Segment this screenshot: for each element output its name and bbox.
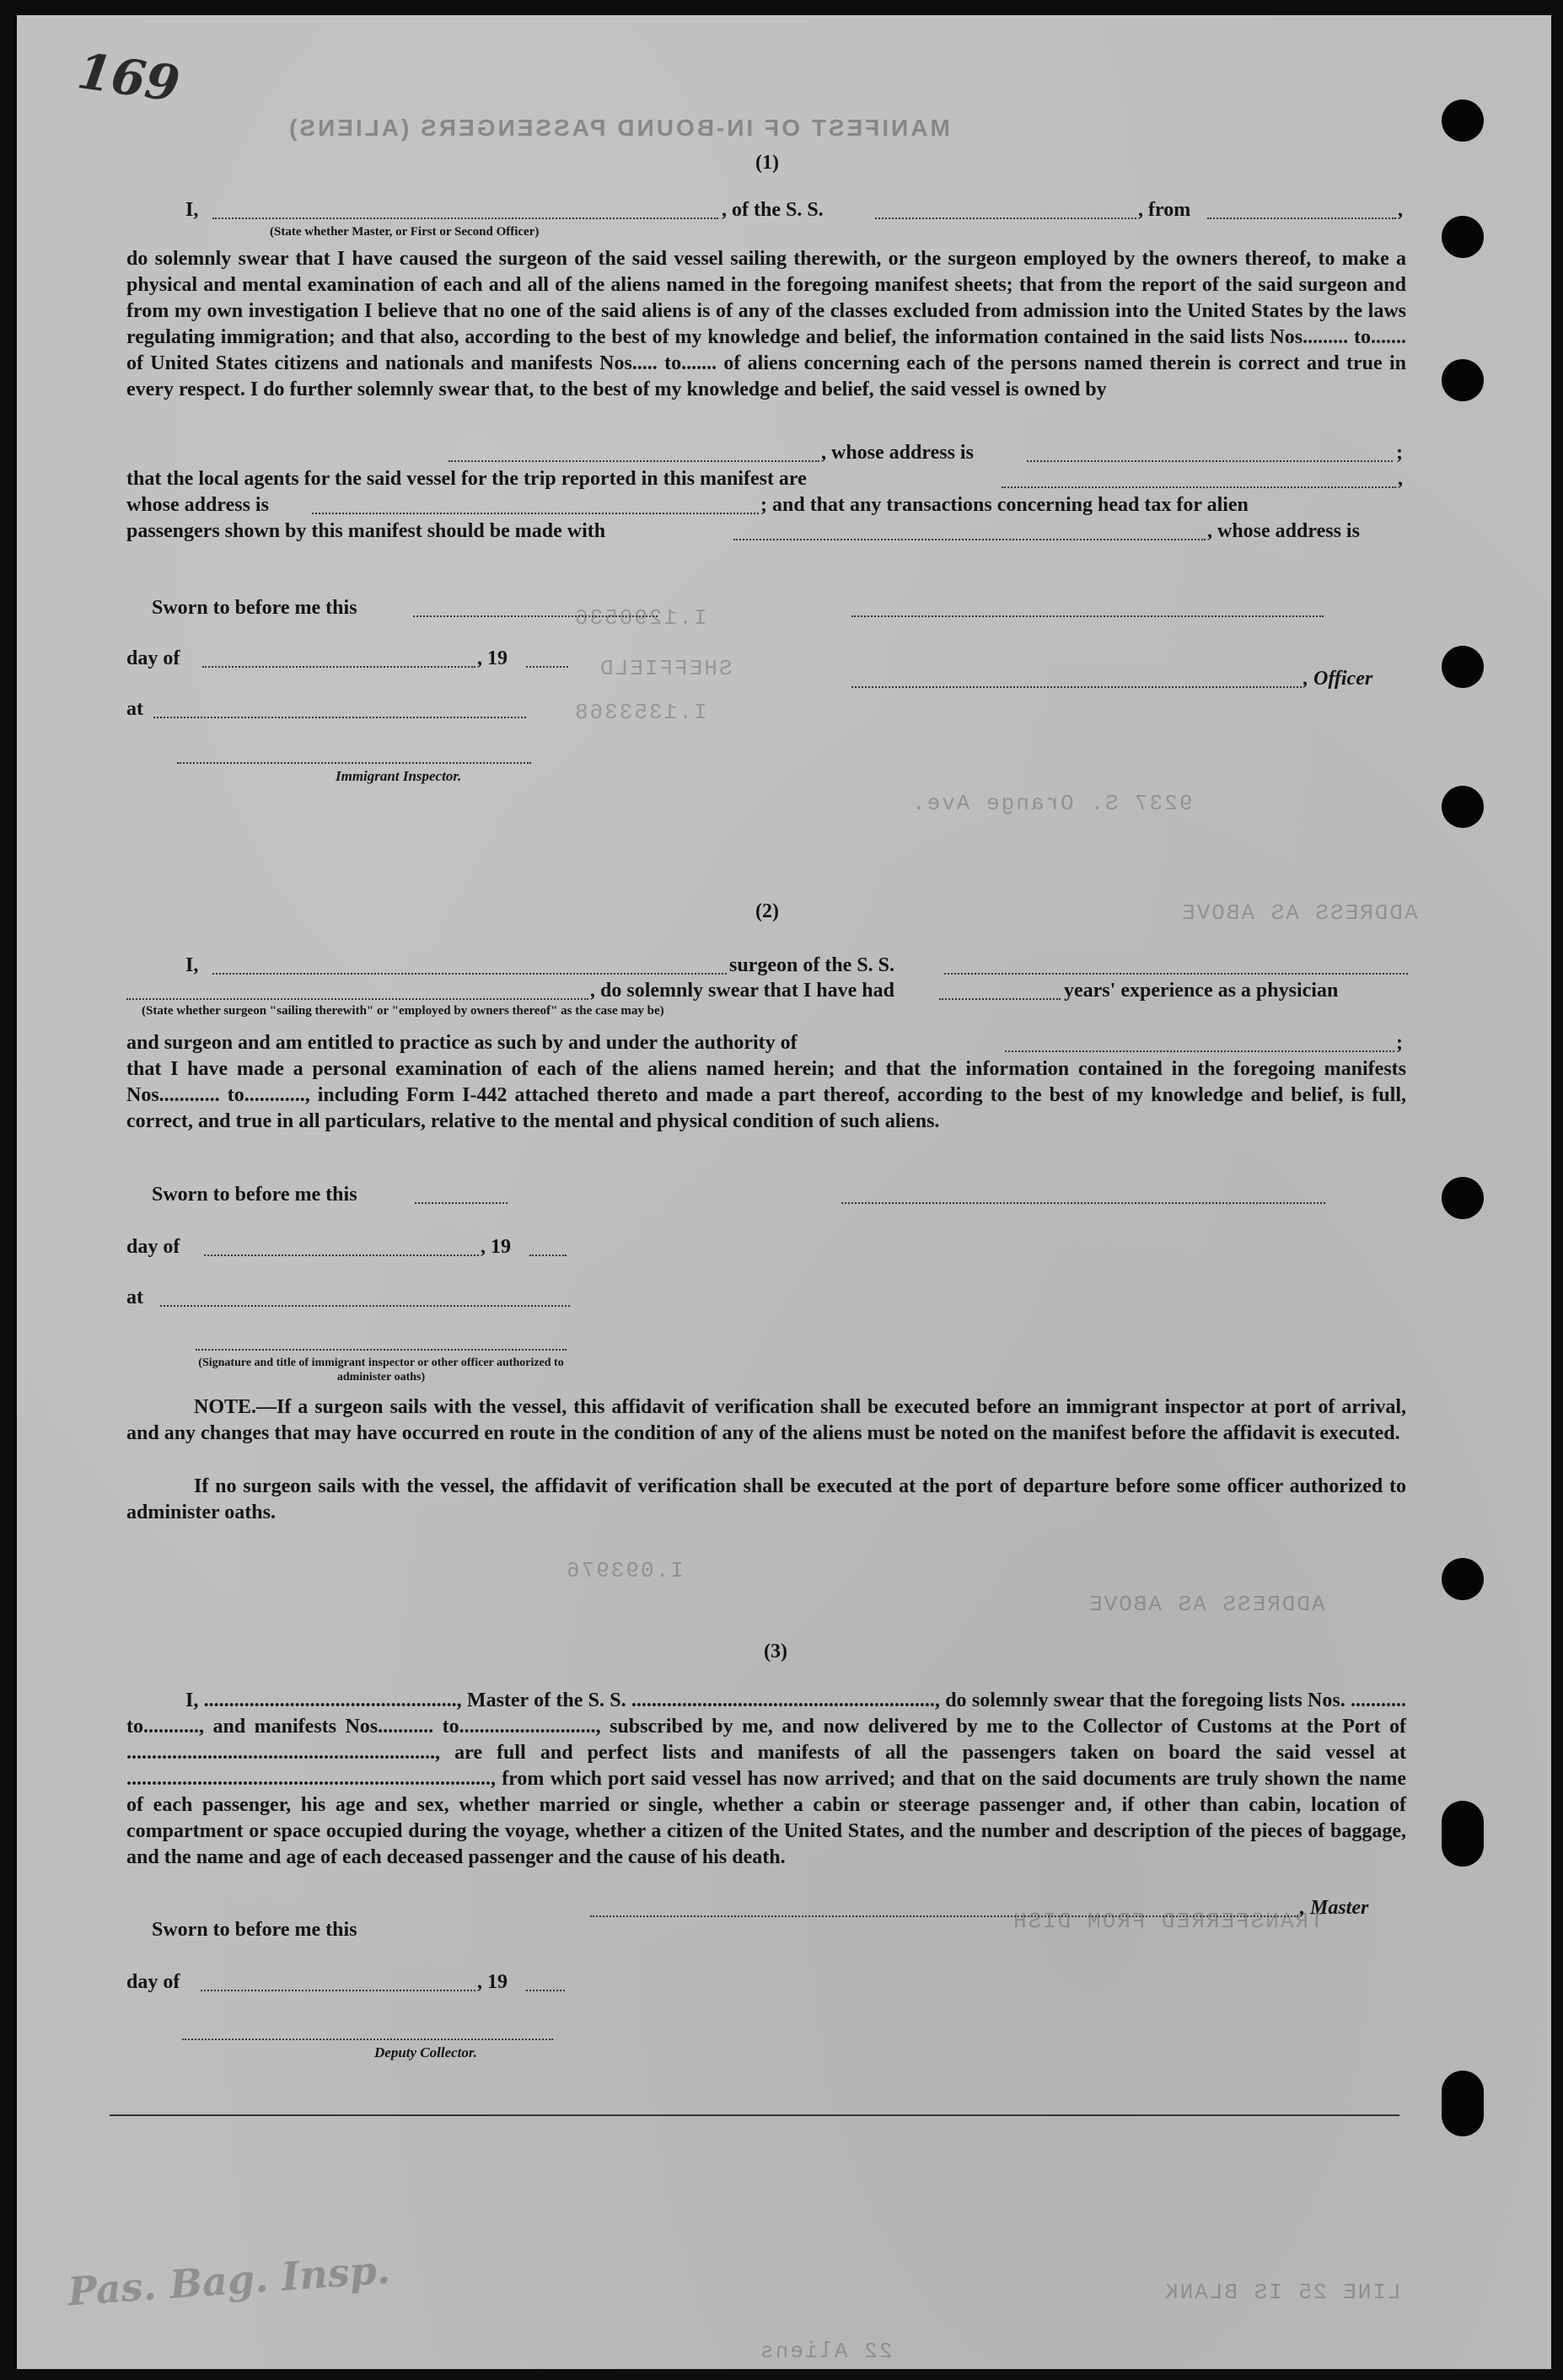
bottom-rule <box>110 2114 1399 2116</box>
ghost-line: I.1290536 <box>573 605 707 631</box>
s1-sworn: Sworn to before me this <box>152 597 357 619</box>
s1-line1-prefix: I, <box>185 199 199 221</box>
ghost-line: LINE 25 IS BLANK <box>1163 2280 1401 2305</box>
ghost-line: I.093976 <box>565 1558 684 1583</box>
section1-number: (1) <box>755 152 779 174</box>
s1-inspector: Immigrant Inspector. <box>336 768 462 784</box>
s2-note2: If no surgeon sails with the vessel, the affidavit of verification shall be executed at the port of departure before some officer authorized to administer oaths. <box>126 1475 1406 1523</box>
s2-line2-mid: , do solemnly swear that I have had <box>590 980 894 1002</box>
s1-owner-address-field[interactable] <box>1027 460 1393 462</box>
s1-caption: (State whether Master, or First or Second Officer) <box>270 225 540 239</box>
ghost-header: MANIFEST OF IN-BOUND PASSENGERS (ALIENS) <box>287 115 950 141</box>
punch-hole <box>1442 1177 1484 1219</box>
s1-agents: that the local agents for the said vessel for the trip reported in this manifest are <box>126 468 807 490</box>
margin-note: 169 <box>73 41 184 114</box>
manifest-page <box>17 15 1551 2369</box>
s1-sworn-field[interactable] <box>413 615 658 617</box>
punch-hole <box>1442 1801 1484 1867</box>
ghost-line: 9237 S. Orange Ave. <box>910 791 1193 816</box>
s1-owned-mid: , whose address is <box>821 442 974 464</box>
s1-from-field[interactable] <box>1207 218 1396 219</box>
s2-line2-end: years' experience as a physician <box>1064 980 1339 1002</box>
section2-number: (2) <box>755 900 779 922</box>
s1-line1-end: , from <box>1138 199 1191 221</box>
s2-signature-caption-line[interactable] <box>196 1349 567 1351</box>
s1-line1-end-comma: , <box>1398 199 1403 221</box>
s1-agents-address-field[interactable] <box>312 513 759 514</box>
s3-day-of: day of <box>126 1971 180 1993</box>
ghost-line: I.1353368 <box>573 700 707 725</box>
punch-hole <box>1442 216 1484 258</box>
s2-caption: (State whether surgeon "sailing therewith" or "employed by owners thereof" as the case may be) <box>142 1004 664 1018</box>
punch-hole <box>1442 786 1484 828</box>
s2-body: and surgeon and am entitled to practice as such by and under the authority of <box>126 1032 798 1054</box>
s1-officer: , Officer <box>1303 668 1373 690</box>
s2-sworn-field[interactable] <box>415 1202 508 1204</box>
s2-line1-prefix: I, <box>185 954 199 976</box>
s2-signature-caption: (Signature and title of immigrant inspector or other officer authorized to administer oaths) <box>198 1357 564 1383</box>
s1-officer-line[interactable] <box>851 686 1302 688</box>
s2-body-end: ; <box>1396 1032 1403 1054</box>
s2-sworn: Sworn to before me this <box>152 1184 357 1206</box>
s1-agents-end: , <box>1398 468 1403 490</box>
ghost-line: TRANSFERRED FROM DISH <box>1012 1909 1324 1934</box>
s3-collector: Deputy Collector. <box>374 2044 477 2060</box>
s2-signature-line[interactable] <box>841 1202 1325 1204</box>
s3-year-field[interactable] <box>526 1990 565 1991</box>
s2-name-field[interactable] <box>212 973 727 975</box>
punch-hole <box>1442 1558 1484 1600</box>
s1-at-field[interactable] <box>153 717 526 718</box>
s3-master-line[interactable] <box>590 1915 1298 1917</box>
punch-hole <box>1442 2071 1484 2136</box>
s2-authority-field[interactable] <box>1005 1050 1394 1052</box>
punch-hole <box>1442 99 1484 142</box>
s1-address-mid: ; and that any transactions concerning head tax for alien <box>760 494 1249 516</box>
s1-name-field[interactable] <box>212 218 718 219</box>
s1-agents-field[interactable] <box>1002 486 1396 488</box>
s2-day-of: day of <box>126 1236 180 1258</box>
s2-year-field[interactable] <box>529 1254 567 1256</box>
punch-hole <box>1442 646 1484 688</box>
s1-headtax-field[interactable] <box>733 539 1206 540</box>
s1-line1-mid: , of the S. S. <box>722 199 824 221</box>
s1-signature-line[interactable] <box>851 615 1324 617</box>
s2-role-field[interactable] <box>126 998 588 1000</box>
s1-body: do solemnly swear that I have caused the surgeon of the said vessel sailing therewith, or the surgeon employed by the owners thereof, to make a physical and mental examination of each and all of the aliens named in the foregoing manifest sheets; that from the report of the said surgeon and from my own investigation I believe that no one of the said aliens is of any of the classes excluded from admission into the United States by the laws regulating immigration; and that also, according to the best of my knowledge and belief, the information contained in the said lists Nos......... to....... of United States citizens and nationals and manifests Nos..... to....... of aliens concerning each of the persons named therein is correct and true in every respect. I do further solemnly swear that, to the best of my knowledge and belief, the said vessel is owned by <box>126 248 1406 400</box>
s1-day-of: day of <box>126 647 180 669</box>
s2-body2: that I have made a personal examination of each of the aliens named herein; and that the information contained in the foregoing manifests Nos............ to............, including Form I-442 attached thereto and made a part thereof, according to the best of my knowledge and belief, is full, correct, and true in all particulars, relative to the mental and physical condition of such aliens. <box>126 1058 1406 1132</box>
s2-at-field[interactable] <box>160 1305 570 1307</box>
s3-year: , 19 <box>477 1971 508 1993</box>
s2-at: at <box>126 1287 143 1308</box>
ghost-line: SHEFFIELD <box>599 656 733 681</box>
s1-address-prefix: whose address is <box>126 494 269 516</box>
s1-passengers: passengers shown by this manifest should be made with <box>126 520 606 542</box>
s3-day-field[interactable] <box>201 1990 475 1991</box>
s1-year-field[interactable] <box>526 666 568 668</box>
s2-years-field[interactable] <box>939 998 1061 1000</box>
bottom-signature: Pas. Bag. Insp. <box>66 2246 392 2315</box>
s3-body: I, .................................................., Master of the S. S. ............................................................, do solemnly swear that the foregoing lists Nos. ........... to..........., and manifests Nos........... to..........................., subscribed by me, and now delivered by me to the Collector of Customs at the Port of ............................................................., are full and perfect lists and manifests of all the passengers taken on board the said vessel at ........................................................................, from which port said vessel has now arrived; and that on the said documents are truly shown the name of each passenger, his age and sex, whether married or single, whether a cabin or steerage passenger and, if other than cabin, location of compartment or space occupied during the voyage, whether a citizen of the United States, and the number and description of the pieces of baggage, and the name and age of each deceased passenger and the cause of his death. <box>126 1690 1406 1868</box>
s2-day-field[interactable] <box>204 1254 479 1256</box>
section3-number: (3) <box>764 1641 787 1663</box>
s2-vessel-field[interactable] <box>944 973 1408 975</box>
s1-at: at <box>126 698 143 720</box>
s3-collector-line[interactable] <box>182 2039 553 2040</box>
s3-master: , Master <box>1300 1897 1369 1919</box>
s1-day-field[interactable] <box>202 666 475 668</box>
ghost-line: ADDRESS AS ABOVE <box>1180 900 1418 926</box>
s1-owner-field[interactable] <box>448 460 819 462</box>
s2-note: NOTE.—If a surgeon sails with the vessel, this affidavit of verification shall be executed before an immigrant inspector at port of arrival, and any changes that may have occurred en route in the condition of any of the aliens must be noted on the manifest before the affidavit is executed. <box>126 1396 1406 1444</box>
ghost-line: 22 Aliens <box>759 2339 893 2364</box>
s2-line1-end: surgeon of the S. S. <box>729 954 895 976</box>
s1-passengers-end: , whose address is <box>1207 520 1360 542</box>
s1-inspector-line[interactable] <box>177 762 531 764</box>
s1-vessel-field[interactable] <box>875 218 1136 219</box>
ghost-line: ADDRESS AS ABOVE <box>1088 1592 1325 1617</box>
s1-owned-end: ; <box>1396 442 1403 464</box>
s3-sworn: Sworn to before me this <box>152 1919 357 1941</box>
punch-hole <box>1442 359 1484 401</box>
s2-year: , 19 <box>481 1236 511 1258</box>
s1-year: , 19 <box>477 647 508 669</box>
